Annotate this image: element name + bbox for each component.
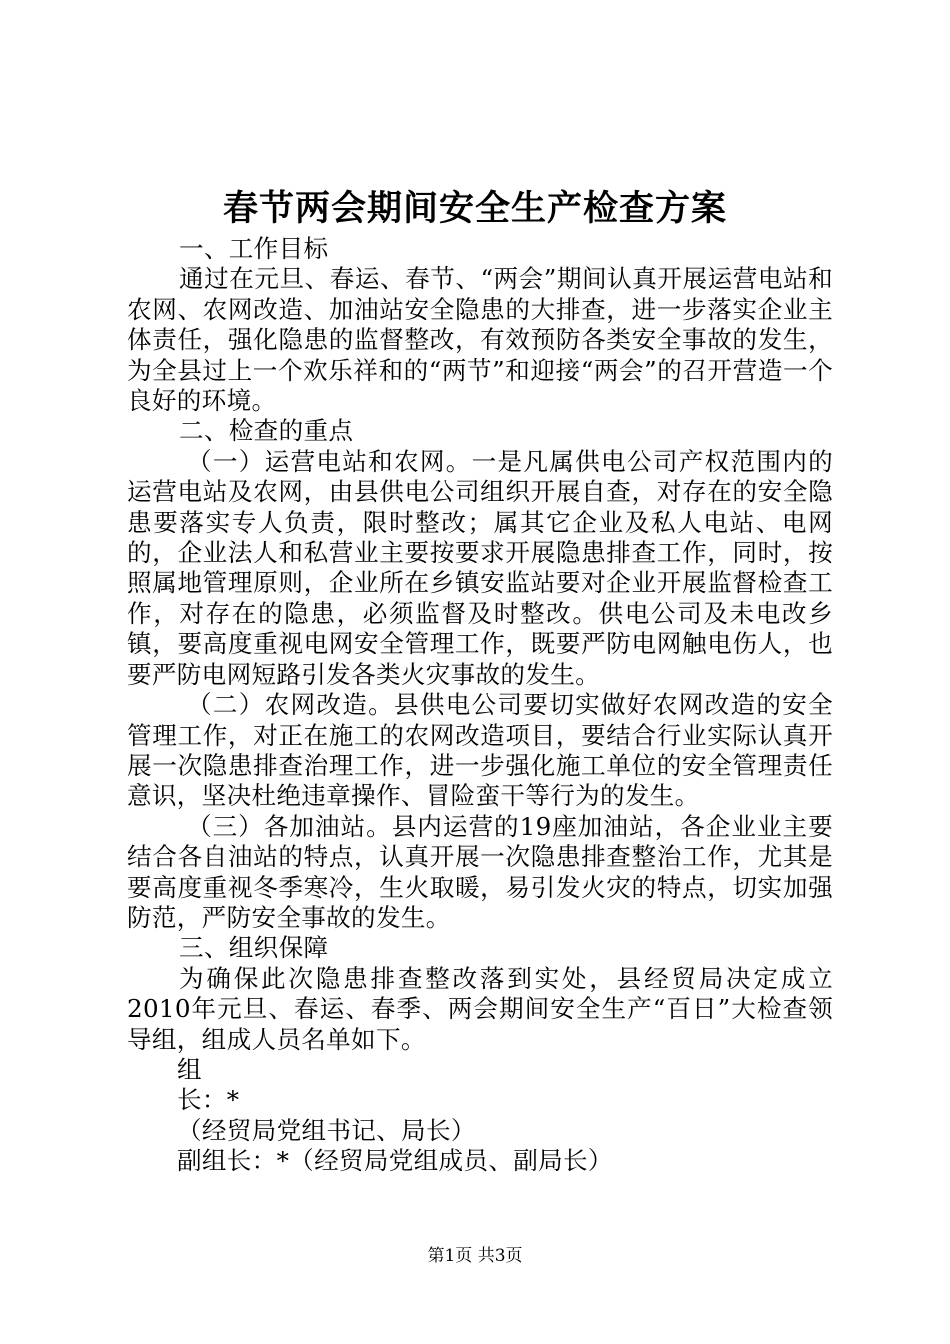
leader-line-2: 长：* [177,1085,240,1115]
section-heading-goals: 一、工作目标 [179,234,329,263]
leader-line-3: （经贸局党组书记、局长） [177,1115,476,1145]
document-body [127,234,833,1177]
paragraph-power-stations: （一）运营电站和农网。一是凡属供电公司产权范围内的运营电站及农网，由县供电公司组织开展自查，对存在的安全隐患要落实专人负责，限时整改；属其它企业及私人电站、电网的，企业法人和私营业主要按要求开展隐患排查工作，同时，按照属地管理原则，企业所在乡镇安监站要对企业开展监督检查工作，对存在的隐患，必须监督及时整改。供电公司及未电改乡镇，要高度重视电网安全管理工作，既要严防电网触电伤人，也要严防电网短路引发各类火灾事故的发生。 [127,446,833,689]
section-heading-organization: 三、组织保障 [179,933,329,963]
paragraph-goals: 通过在元旦、春运、春节、“两会”期间认真开展运营电站和农网、农网改造、加油站安全隐患的大排查，进一步落实企业主体责任，强化隐患的监督整改，有效预防各类安全事故的发生，为全县过上一个欢乐祥和的“两节”和迎接“两会”的召开营造一个良好的环境。 [127,264,833,416]
leader-line-1: 组 [177,1054,202,1084]
document-title: 春节两会期间安全生产检查方案 [222,188,727,229]
paragraph-gas-stations: （三）各加油站。县内运营的19座加油站，各企业业主要结合各自油站的特点，认真开展一次隐患排查整治工作，尤其是要高度重视冬季寒冷，生火取暖，易引发火灾的特点，切实加强防范，严防安全事故的发生。 [127,811,833,932]
page-footer: 第1页 共3页 [427,1246,523,1266]
section-heading-focus: 二、检查的重点 [179,416,354,446]
deputy-leader-line: 副组长：*（经贸局党组成员、副局长） [177,1146,613,1176]
paragraph-grid-renovation: （二）农网改造。县供电公司要切实做好农网改造的安全管理工作，对正在施工的农网改造项目，要结合行业实际认真开展一次隐患排查治理工作，进一步强化施工单位的安全管理责任意识，坚决杜绝违章操作、冒险蛮干等行为的发生。 [127,690,833,811]
paragraph-organization: 为确保此次隐患排查整改落到实处，县经贸局决定成立2010年元旦、春运、春季、两会期间安全生产“百日”大检查领导组，组成人员名单如下。 [127,963,833,1054]
